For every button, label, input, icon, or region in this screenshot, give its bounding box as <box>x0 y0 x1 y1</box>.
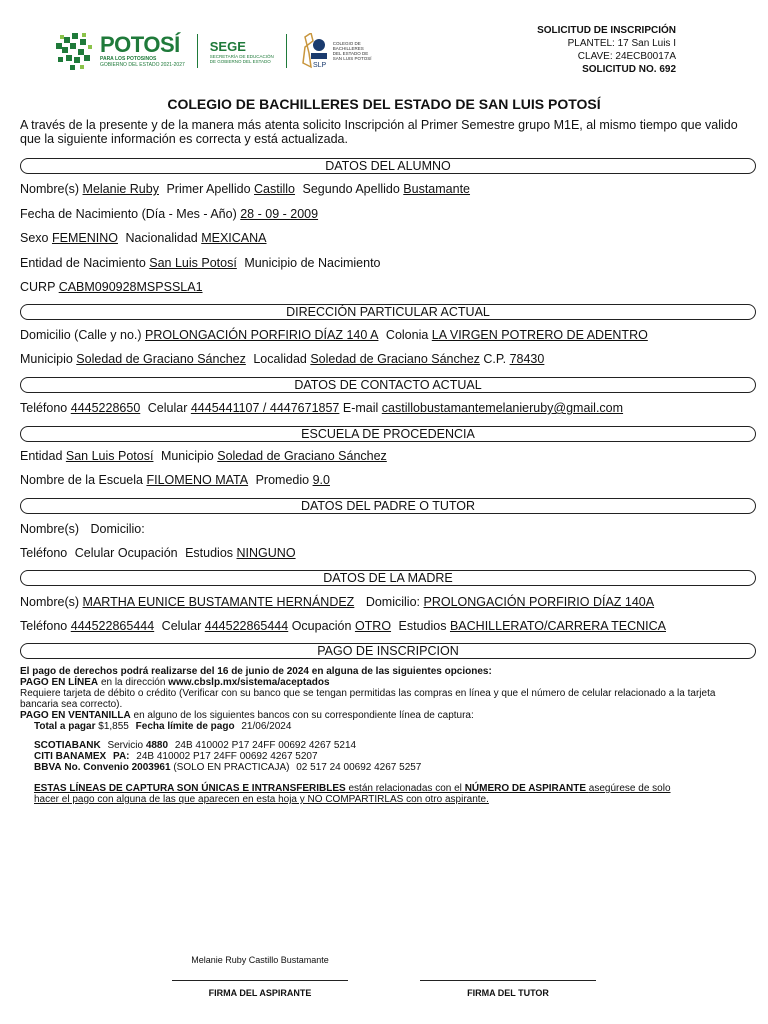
pago-fecha-limite-label: Fecha límite de pago <box>135 721 235 732</box>
sege-wordmark: SEGE <box>209 38 246 54</box>
bank-capture-line: 24B 410002 P17 24FF 00692 4267 5214 <box>174 740 357 751</box>
pago-ventanilla-text: en alguno de los siguientes bancos con su correspondiente línea de captura: <box>133 710 474 721</box>
bank-extra-label: Servicio <box>107 740 144 751</box>
row-curp <box>20 280 203 294</box>
value-padre-estudios: NINGUNO <box>236 546 296 560</box>
value-madre-telefono: 444522865444 <box>70 619 155 633</box>
label-fecha-nac: Fecha de Nacimiento (Día - Mes - Año) <box>20 207 237 221</box>
pago-linea-label: PAGO EN LÍNEA <box>20 677 99 688</box>
aspirante-signature-line <box>172 980 348 981</box>
value-nombres: Melanie Ruby <box>82 182 159 196</box>
value-celular: 4445441107 / 4447671857 <box>190 401 340 415</box>
sege-sub: SECRETARÍA DE EDUCACIÓN DE GOBIERNO DEL ESTADO <box>209 53 274 64</box>
section-madre: DATOS DE LA MADRE <box>20 570 756 586</box>
label-padre-ocupacion: Ocupación <box>117 546 178 560</box>
bank-note: (SOLO EN PRACTICAJA) <box>173 762 290 773</box>
value-colonia: LA VIRGEN POTRERO DE ADENTRO <box>431 328 648 342</box>
row-padre-datos <box>20 546 296 560</box>
potosi-sub2: GOBIERNO DEL ESTADO 2021-2027 <box>100 62 185 68</box>
header-info <box>476 24 676 76</box>
bank-name: SCOTIABANK <box>34 740 101 751</box>
pago-linea-req: Requiere tarjeta de débito o crédito (Verificar con su banco que se tengan permitidas las compras en línea y que el número de celular relacionado a la tarjeta bancaria sea correcto). <box>20 688 716 710</box>
label-nacionalidad: Nacionalidad <box>125 231 198 245</box>
label-madre-celular: Celular <box>161 619 202 633</box>
row-padre-nombre <box>20 522 145 536</box>
bank-capture-line: 02 517 24 00692 4267 5257 <box>296 762 422 773</box>
value-email: castillobustamantemelanieruby@gmail.com <box>381 401 624 415</box>
label-segundo-apellido: Segundo Apellido <box>302 182 400 196</box>
plantel: PLANTEL: 17 San Luis I <box>567 38 676 49</box>
cobach-slp-text: SLP <box>312 62 326 69</box>
section-contacto: DATOS DE CONTACTO ACTUAL <box>20 377 756 393</box>
label-padre-celular: Celular <box>74 546 115 560</box>
pago-block <box>20 666 750 805</box>
section-escuela: ESCUELA DE PROCEDENCIA <box>20 426 756 442</box>
row-fecha-nac <box>20 207 318 221</box>
label-sexo: Sexo <box>20 231 49 245</box>
pago-intro: El pago de derechos podrá realizarse del 16 de junio de 2024 en alguna de las siguientes opciones: <box>20 666 492 677</box>
pago-warning-bold2: NÚMERO DE ASPIRANTE <box>464 783 586 794</box>
value-domicilio: PROLONGACIÓN PORFIRIO DÍAZ 140 A <box>145 328 379 342</box>
pago-warning-end: asegúrese de solo hacer el pago con alguna de las que aparecen en esta hoja y NO COMPARTIRLAS con otro aspirante. <box>34 783 671 805</box>
row-entidad-nac <box>20 256 381 270</box>
label-nombres: Nombre(s) <box>20 182 80 196</box>
pago-ventanilla <box>20 710 750 721</box>
label-telefono: Teléfono <box>20 401 68 415</box>
label-localidad: Localidad <box>253 352 307 366</box>
value-cp: 78430 <box>509 352 545 366</box>
label-nombre-escuela: Nombre de la Escuela <box>20 473 143 487</box>
clave: CLAVE: 24ECB0017A <box>577 51 676 62</box>
label-email: E-mail <box>342 401 379 415</box>
value-curp: CABM090928MSPSSLA1 <box>58 280 203 294</box>
sege-logo <box>210 39 274 64</box>
pago-ventanilla-label: PAGO EN VENTANILLA <box>20 710 131 721</box>
aspirante-signature-label: FIRMA DEL ASPIRANTE <box>208 988 312 998</box>
label-municipio: Municipio <box>20 352 73 366</box>
value-municipio: Soledad de Graciano Sánchez <box>76 352 246 366</box>
label-escuela-municipio: Municipio <box>160 449 214 463</box>
tutor-signature-label: FIRMA DEL TUTOR <box>467 988 549 998</box>
bank-citibanamex <box>20 751 750 762</box>
value-nacionalidad: MEXICANA <box>201 231 267 245</box>
label-domicilio: Domicilio (Calle y no.) <box>20 328 142 342</box>
row-domicilio <box>20 328 648 342</box>
row-escuela-entidad <box>20 449 387 463</box>
bank-extra-label: PA: <box>113 751 130 762</box>
value-madre-celular: 444522865444 <box>204 619 289 633</box>
label-celular: Celular <box>147 401 188 415</box>
value-sexo: FEMENINO <box>51 231 118 245</box>
label-promedio: Promedio <box>255 473 310 487</box>
row-madre-nombre <box>20 595 654 609</box>
pago-linea-text: en la dirección <box>100 677 166 688</box>
cobach-sub: COLEGIO DE BACHILLERES DEL ESTADO DE SAN LUIS POTOSÍ <box>332 41 372 61</box>
row-municipio <box>20 352 544 366</box>
pago-linea <box>20 677 750 688</box>
value-primer-apellido: Castillo <box>254 182 296 196</box>
label-madre-domicilio: Domicilio: <box>365 595 420 609</box>
potosi-logo-icon <box>52 29 96 73</box>
header-divider <box>286 34 287 68</box>
row-alumno-nombre <box>20 182 470 196</box>
header-logos <box>52 26 373 76</box>
value-promedio: 9.0 <box>312 473 330 487</box>
cobach-logo-icon <box>299 33 329 69</box>
value-telefono: 4445228650 <box>70 401 141 415</box>
pago-fecha-limite-value: 21/06/2024 <box>241 721 292 732</box>
header-divider <box>197 34 198 68</box>
label-padre-domicilio: Domicilio: <box>90 522 145 536</box>
pago-total-value: $1,855 <box>98 721 129 732</box>
tutor-signature-line <box>420 980 596 981</box>
pago-total-row <box>20 721 750 732</box>
pago-linea-url[interactable]: www.cbslp.mx/sistema/aceptados <box>168 677 330 688</box>
pago-total-label: Total a pagar <box>34 721 96 732</box>
value-madre-ocupacion: OTRO <box>354 619 392 633</box>
value-fecha-nac: 28 - 09 - 2009 <box>240 207 319 221</box>
bank-capture-line: 24B 410002 P17 24FF 00692 4267 5207 <box>136 751 318 762</box>
document-title: COLEGIO DE BACHILLERES DEL ESTADO DE SAN LUIS POTOSÍ <box>167 96 601 112</box>
value-segundo-apellido: Bustamante <box>403 182 471 196</box>
pago-warning <box>20 783 694 805</box>
section-padre: DATOS DEL PADRE O TUTOR <box>20 498 756 514</box>
label-madre-nombres: Nombre(s) <box>20 595 80 609</box>
row-contacto <box>20 401 623 415</box>
label-padre-estudios: Estudios <box>185 546 234 560</box>
potosi-wordmark: POTOSÍ <box>100 32 180 57</box>
section-pago: PAGO DE INSCRIPCION <box>20 643 756 659</box>
solicitud-number: SOLICITUD NO. 692 <box>582 64 676 75</box>
section-alumno: DATOS DEL ALUMNO <box>20 158 756 174</box>
label-padre-telefono: Teléfono <box>20 546 68 560</box>
label-colonia: Colonia <box>385 328 429 342</box>
bank-extra-value: 4880 <box>145 740 169 751</box>
label-entidad-nac: Entidad de Nacimiento <box>20 256 146 270</box>
row-madre-datos <box>20 619 666 633</box>
value-madre-estudios: BACHILLERATO/CARRERA TECNICA <box>449 619 666 633</box>
value-nombre-escuela: FILOMENO MATA <box>146 473 249 487</box>
bank-extra-value: 2003961 <box>131 762 171 773</box>
label-entidad: Entidad <box>20 449 63 463</box>
value-escuela-entidad: San Luis Potosí <box>65 449 154 463</box>
value-localidad: Soledad de Graciano Sánchez <box>310 352 480 366</box>
label-curp: CURP <box>20 280 56 294</box>
value-escuela-municipio: Soledad de Graciano Sánchez <box>217 449 387 463</box>
label-cp: C.P. <box>483 352 507 366</box>
label-primer-apellido: Primer Apellido <box>166 182 251 196</box>
value-madre-domicilio: PROLONGACIÓN PORFIRIO DÍAZ 140A <box>423 595 655 609</box>
value-madre-nombres: MARTHA EUNICE BUSTAMANTE HERNÁNDEZ <box>82 595 355 609</box>
bank-name: CITI BANAMEX <box>34 751 107 762</box>
section-direccion: DIRECCIÓN PARTICULAR ACTUAL <box>20 304 756 320</box>
bank-scotiabank <box>20 740 750 751</box>
label-madre-telefono: Teléfono <box>20 619 68 633</box>
bank-bbva <box>20 762 750 773</box>
label-municipio-nac: Municipio de Nacimiento <box>244 256 381 270</box>
bank-name: BBVA <box>34 762 62 773</box>
label-padre-nombres: Nombre(s) <box>20 522 80 536</box>
pago-warning-bold: ESTAS LÍNEAS DE CAPTURA SON ÚNICAS E INTRANSFERIBLES <box>34 783 346 794</box>
pago-warning-mid: están relacionadas con el <box>348 783 462 794</box>
bank-extra-label: No. Convenio <box>64 762 129 773</box>
label-madre-ocupacion: Ocupación <box>291 619 352 633</box>
value-entidad-nac: San Luis Potosí <box>149 256 237 270</box>
aspirante-name: Melanie Ruby Castillo Bustamante <box>191 955 329 965</box>
potosi-logo-text <box>100 34 185 68</box>
row-escuela-nombre <box>20 473 330 487</box>
label-madre-estudios: Estudios <box>398 619 447 633</box>
row-sexo <box>20 231 267 245</box>
potosi-sub1: PARA LOS POTOSINOS <box>100 56 157 62</box>
intro-text: A través de la presente y de la manera más atenta solicito Inscripción al Primer Semestre grupo M1E, al mismo tiempo que valido que la siguiente información es correcta y está actualizada. <box>20 118 738 146</box>
solicitud-title: SOLICITUD DE INSCRIPCIÓN <box>537 25 676 36</box>
